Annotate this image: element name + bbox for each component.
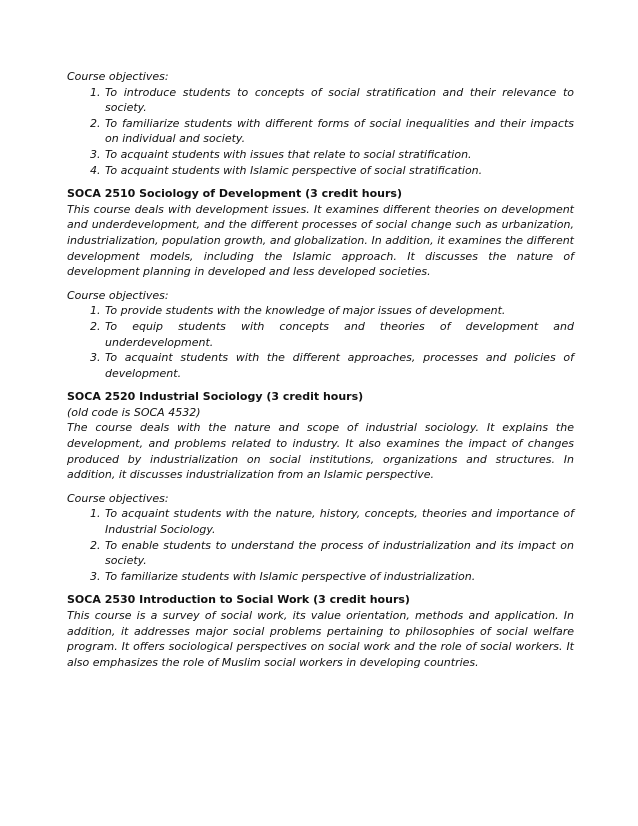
objective-item: 1. To acquaint students with the nature, history, concepts, theories and importance of Industrial Sociology. <box>104 506 574 537</box>
course-title: SOCA 2530 Introduction to Social Work (3 credit hours) <box>67 593 410 607</box>
objective-item: 2. To enable students to understand the process of industrialization and its impact on society. <box>104 538 574 569</box>
course-description: This course deals with development issues. It examines different theories on development and underdevelopment, and the different processes of social change such as urbanization, industrialization, population growth, and globalization. In addition, it examines the different development models, including the Islamic approach. It discusses the nature of development planning in developed and less developed societies. <box>67 202 574 279</box>
objectives-heading: Course objectives: <box>67 491 169 505</box>
objective-item: 3. To acquaint students with issues that relate to social stratification. <box>104 147 574 163</box>
objective-item: 3. To acquaint students with the different approaches, processes and policies of development. <box>104 350 574 381</box>
course-title: SOCA 2520 Industrial Sociology (3 credit hours) <box>67 390 364 404</box>
course-soca-2520 <box>67 389 574 584</box>
course-soca-2510 <box>67 186 574 381</box>
course-title: SOCA 2510 Sociology of Development (3 credit hours) <box>67 187 402 201</box>
objectives-heading: Course objectives: <box>67 70 169 83</box>
course-description: This course is a survey of social work, its value orientation, methods and application. In addition, it addresses major social problems pertaining to philosophies of social welfare program. It offers sociological perspectives on social work and the role of social workers. It also emphasizes the role of Muslim social workers in developing countries. <box>67 609 574 669</box>
objective-item: 2. To familiarize students with different forms of social inequalities and their impacts on individual and society. <box>104 116 574 147</box>
objective-item: 1. To introduce students to concepts of social stratification and their relevance to society. <box>104 85 574 116</box>
document-page <box>67 69 574 670</box>
objective-item: 4. To acquaint students with Islamic perspective of social stratification. <box>104 163 574 179</box>
objective-item: 1. To provide students with the knowledge of major issues of development. <box>104 303 574 319</box>
objective-item: 2. To equip students with concepts and theories of development and underdevelopment. <box>104 319 574 350</box>
objectives-list <box>67 506 574 584</box>
objectives-list <box>67 85 574 179</box>
objectives-heading: Course objectives: <box>67 288 169 302</box>
old-code-note: (old code is SOCA 4532) <box>67 405 201 419</box>
objective-item: 3. To familiarize students with Islamic perspective of industrialization. <box>104 569 574 585</box>
objectives-block-stratification <box>67 69 574 178</box>
course-description: The course deals with the nature and scope of industrial sociology. It explains the development, and problems related to industry. It also examines the impact of changes produced by industrialization on social institutions, organizations and structures. In addition, it discusses industrialization from an Islamic perspective. <box>67 421 574 482</box>
objectives-list <box>67 303 574 381</box>
course-soca-2530 <box>67 592 574 670</box>
